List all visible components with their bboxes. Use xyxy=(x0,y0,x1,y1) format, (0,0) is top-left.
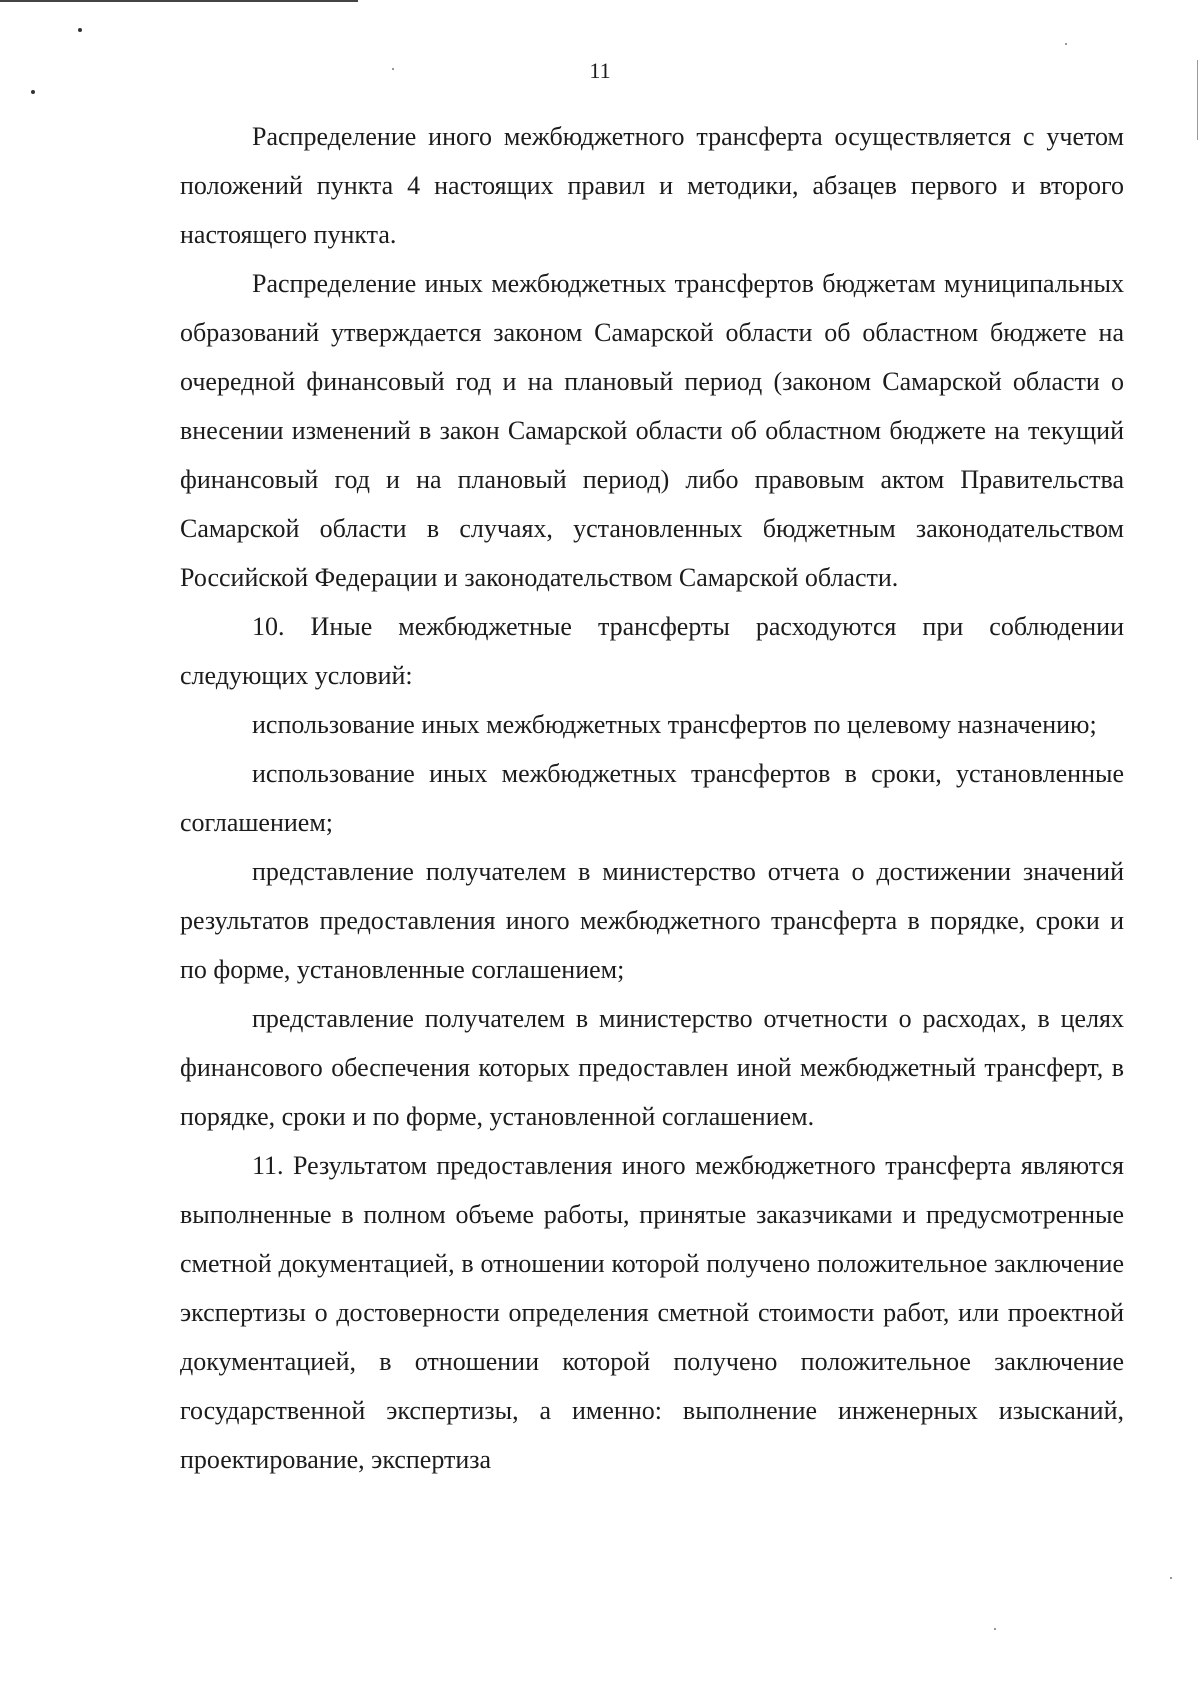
paragraph: использование иных межбюджетных трансфертов в сроки, установленные соглашением; xyxy=(180,758,1124,837)
paragraph: 11. Результатом предоставления иного межбюджетного трансферта являются выполненные в полном объеме работы, принятые заказчиками и предусмотренные сметной документацией, в отношении которой получено положительное заключение экспертизы о достоверности определения сметной стоимости работ, или проектной документацией, в отношении которой получено положительное заключение государственной экспертизы, а именно: выполнение инженерных изысканий, проектирование, экспертиза xyxy=(180,1150,1124,1474)
scan-speck xyxy=(1065,43,1067,45)
scan-speck xyxy=(1170,1577,1172,1579)
scan-border-line xyxy=(0,0,358,2)
scan-dot xyxy=(78,28,82,32)
document-body xyxy=(180,112,1124,1484)
paragraph: 10. Иные межбюджетные трансферты расходуются при соблюдении следующих условий: xyxy=(180,611,1124,690)
page-number: 11 xyxy=(589,58,611,83)
scan-speck xyxy=(994,1628,996,1630)
paragraph: Распределение иных межбюджетных трансфертов бюджетам муниципальных образований утверждается законом Самарской области об областном бюджете на очередной финансовый год и на плановый период (законом Самарской области о внесении изменений в закон Самарской области об областном бюджете на текущий финансовый год и на плановый период) либо правовым актом Правительства Самарской области в случаях, установленных бюджетным законодательством Российской Федерации и законодательством Самарской области. xyxy=(180,268,1124,592)
paragraph: представление получателем в министерство отчетности о расходах, в целях финансового обеспечения которых предоставлен иной межбюджетный трансферт, в порядке, сроки и по форме, установленной соглашением. xyxy=(180,1003,1124,1131)
scan-dot xyxy=(31,90,35,94)
paragraph: Распределение иного межбюджетного трансферта осуществляется с учетом положений пункта 4 настоящих правил и методики, абзацев первого и второго настоящего пункта. xyxy=(180,121,1124,249)
paragraph: использование иных межбюджетных трансфертов по целевому назначению; xyxy=(252,709,1097,739)
paragraph: представление получателем в министерство отчета о достижении значений результатов предоставления иного межбюджетного трансферта в порядке, сроки и по форме, установленные соглашением; xyxy=(180,856,1124,984)
